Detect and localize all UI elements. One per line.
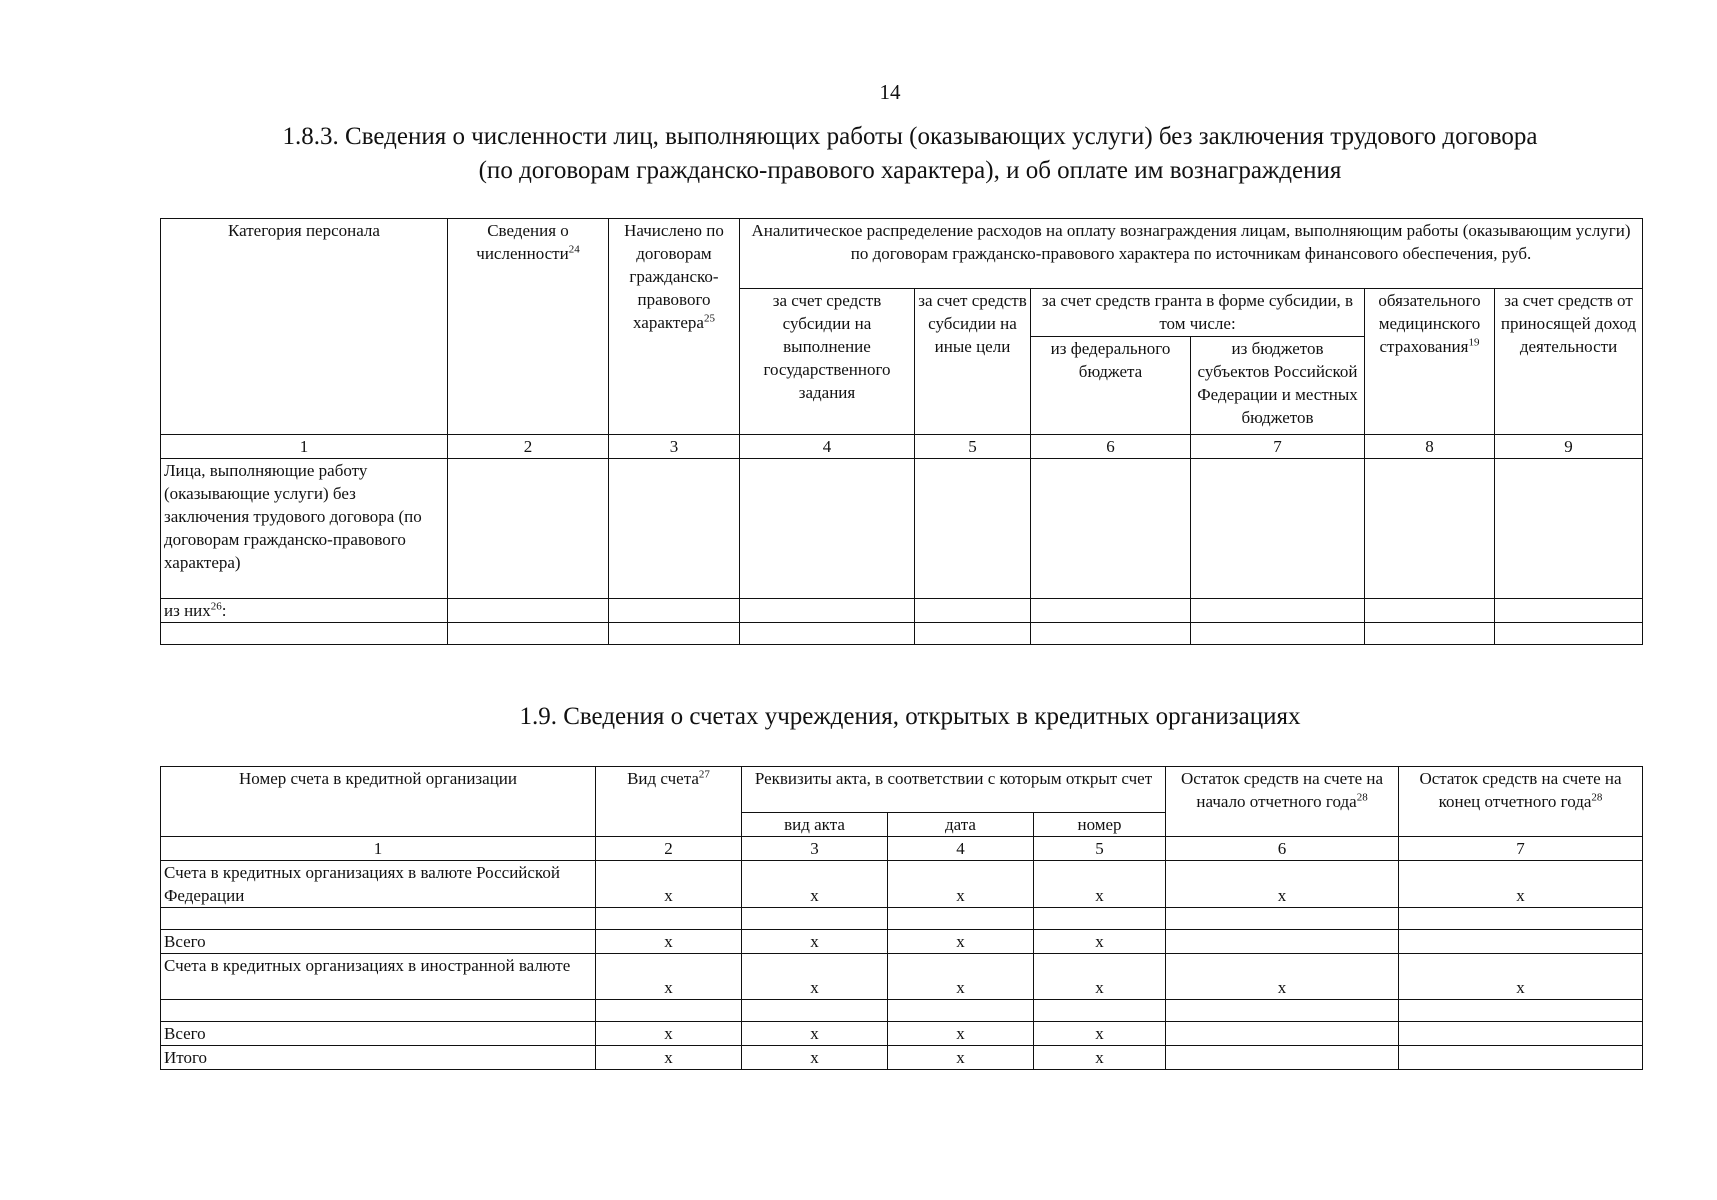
table-cell xyxy=(1399,1046,1643,1070)
row-label xyxy=(161,908,596,930)
table-cell xyxy=(1191,459,1365,599)
row-label: Счета в кредитных организациях в иностранной валюте xyxy=(161,954,596,1000)
header-balance-start: Остаток средств на счете на начало отчетного года$^{28}$ xyxy=(1166,767,1399,837)
column-numbers-row xyxy=(161,435,1643,459)
table-cell xyxy=(742,1000,888,1022)
table-row xyxy=(161,1000,1643,1022)
table-cell xyxy=(1495,599,1643,623)
section-title-1-9: 1.9. Сведения о счетах учреждения, открытых в кредитных организациях xyxy=(519,703,1301,730)
title-line-2: (по договорам гражданско-правового характера), и об оплате им вознаграждения xyxy=(478,157,1342,184)
column-number: 7 xyxy=(1399,837,1643,861)
table-cell xyxy=(596,908,742,930)
table-cell: x xyxy=(1034,861,1166,908)
header-account-type: Вид счета$^{27}$ xyxy=(596,767,742,837)
table-cell xyxy=(888,908,1034,930)
table-row xyxy=(161,623,1643,645)
table-cell: x xyxy=(888,861,1034,908)
header-account-number: Номер счета в кредитной организации xyxy=(161,767,596,837)
table-cell: x xyxy=(1034,930,1166,954)
table-row xyxy=(161,930,1643,954)
table-cell: x xyxy=(742,1046,888,1070)
table-cell xyxy=(448,623,609,645)
column-number: 3 xyxy=(742,837,888,861)
table-cell: x xyxy=(596,930,742,954)
table-cell xyxy=(742,908,888,930)
table-cell xyxy=(1365,599,1495,623)
table-cell xyxy=(1191,623,1365,645)
table-cell: x xyxy=(1034,1022,1166,1046)
table-row xyxy=(161,1046,1643,1070)
page-number: 14 xyxy=(879,80,901,104)
header-subsidy-state-task: за счет средств субсидии на выполнение государственного задания xyxy=(740,289,915,435)
header-accrued: Начислено по договорам гражданско-правового характера$^{25}$ xyxy=(609,219,740,435)
column-number: 6 xyxy=(1031,435,1191,459)
column-number: 2 xyxy=(448,435,609,459)
table-cell xyxy=(609,623,740,645)
header-act-details: Реквизиты акта, в соответствии с которым открыт счет xyxy=(742,767,1166,813)
table-cell xyxy=(1495,459,1643,599)
row-label: Счета в кредитных организациях в валюте Российской Федерации xyxy=(161,861,596,908)
table-row xyxy=(161,599,1643,623)
header-income-activity: за счет средств от приносящей доход деятельности xyxy=(1495,289,1643,435)
header-grant-regional: из бюджетов субъектов Российской Федерации и местных бюджетов xyxy=(1191,337,1365,435)
table-cell: x xyxy=(888,1022,1034,1046)
table-cell xyxy=(915,623,1031,645)
row-label: из них$^{26}$: xyxy=(161,599,448,623)
section-title-1-8-3 xyxy=(160,120,1660,188)
table-cell xyxy=(1031,599,1191,623)
column-number: 9 xyxy=(1495,435,1643,459)
table-cell xyxy=(1399,1000,1643,1022)
table-cell xyxy=(596,1000,742,1022)
table-cell xyxy=(1031,459,1191,599)
table-cell: x xyxy=(1034,1046,1166,1070)
table-cell: x xyxy=(1399,861,1643,908)
header-act-number: номер xyxy=(1034,813,1166,837)
table-cell xyxy=(1495,623,1643,645)
table-cell xyxy=(609,459,740,599)
row-label: Лица, выполняющие работу (оказывающие услуги) без заключения трудового договора (по договорам гражданско-правового характера) xyxy=(161,459,448,599)
table-cell: x xyxy=(596,861,742,908)
table-cell xyxy=(915,599,1031,623)
table-cell xyxy=(1166,908,1399,930)
header-act-kind: вид акта xyxy=(742,813,888,837)
table-row xyxy=(161,861,1643,908)
table-cell xyxy=(1399,930,1643,954)
row-label: Всего xyxy=(161,1022,596,1046)
table-cell xyxy=(1399,1022,1643,1046)
header-analytic: Аналитическое распределение расходов на оплату вознаграждения лицам, выполняющим работы (оказывающим услуги) по договорам гражданско-правового характера по источникам финансового обеспечения, руб. xyxy=(740,219,1643,289)
table-cell xyxy=(1166,930,1399,954)
header-subsidy-other: за счет средств субсидии на иные цели xyxy=(915,289,1031,435)
table-cell: x xyxy=(742,1022,888,1046)
column-number: 2 xyxy=(596,837,742,861)
header-category: Категория персонала xyxy=(161,219,448,435)
table-cell xyxy=(1166,1022,1399,1046)
table-cell xyxy=(1031,623,1191,645)
table-cell: x xyxy=(1399,954,1643,1000)
table-cell: x xyxy=(742,930,888,954)
table-cell: x xyxy=(596,1046,742,1070)
column-number: 7 xyxy=(1191,435,1365,459)
column-number: 3 xyxy=(609,435,740,459)
column-number: 5 xyxy=(1034,837,1166,861)
table-cell: x xyxy=(888,930,1034,954)
table-row xyxy=(161,1022,1643,1046)
table-cell xyxy=(915,459,1031,599)
table-cell: x xyxy=(1166,954,1399,1000)
column-numbers-row xyxy=(161,837,1643,861)
header-grant-federal: из федерального бюджета xyxy=(1031,337,1191,435)
column-number: 8 xyxy=(1365,435,1495,459)
table-row xyxy=(161,908,1643,930)
table-cell xyxy=(448,459,609,599)
column-number: 1 xyxy=(161,837,596,861)
title-line-1: 1.8.3. Сведения о численности лиц, выполняющих работы (оказывающих услуги) без заключения трудового договора xyxy=(282,123,1538,150)
table-cell xyxy=(740,623,915,645)
row-label xyxy=(161,1000,596,1022)
table-cell: x xyxy=(888,1046,1034,1070)
header-headcount: Сведения о численности$^{24}$ xyxy=(448,219,609,435)
table-cell xyxy=(740,599,915,623)
table-bank-accounts xyxy=(160,766,1643,1070)
table-row xyxy=(161,954,1643,1000)
table-cell xyxy=(1365,623,1495,645)
header-grant: за счет средств гранта в форме субсидии, в том числе: xyxy=(1031,289,1365,337)
table-cell xyxy=(1399,908,1643,930)
table-cell xyxy=(1034,1000,1166,1022)
column-number: 5 xyxy=(915,435,1031,459)
table-cell xyxy=(1034,908,1166,930)
table-cell: x xyxy=(1166,861,1399,908)
table-cell: x xyxy=(888,954,1034,1000)
header-balance-end: Остаток средств на счете на конец отчетного года$^{28}$ xyxy=(1399,767,1643,837)
table-cell xyxy=(1365,459,1495,599)
table-cell: x xyxy=(596,954,742,1000)
row-label: Всего xyxy=(161,930,596,954)
table-cell xyxy=(1166,1000,1399,1022)
header-act-date: дата xyxy=(888,813,1034,837)
table-cell: x xyxy=(742,861,888,908)
table-cell xyxy=(448,599,609,623)
table-gph-contracts xyxy=(160,218,1643,645)
column-number: 6 xyxy=(1166,837,1399,861)
row-label: Итого xyxy=(161,1046,596,1070)
table-cell xyxy=(888,1000,1034,1022)
table-cell xyxy=(1166,1046,1399,1070)
table-cell xyxy=(1191,599,1365,623)
header-medical-insurance: обязательного медицинского страхования$^{19}$ xyxy=(1365,289,1495,435)
table-cell: x xyxy=(1034,954,1166,1000)
table-row xyxy=(161,459,1643,599)
row-label xyxy=(161,623,448,645)
table-cell xyxy=(740,459,915,599)
table-cell xyxy=(609,599,740,623)
column-number: 1 xyxy=(161,435,448,459)
table-cell: x xyxy=(596,1022,742,1046)
column-number: 4 xyxy=(740,435,915,459)
table-cell: x xyxy=(742,954,888,1000)
column-number: 4 xyxy=(888,837,1034,861)
